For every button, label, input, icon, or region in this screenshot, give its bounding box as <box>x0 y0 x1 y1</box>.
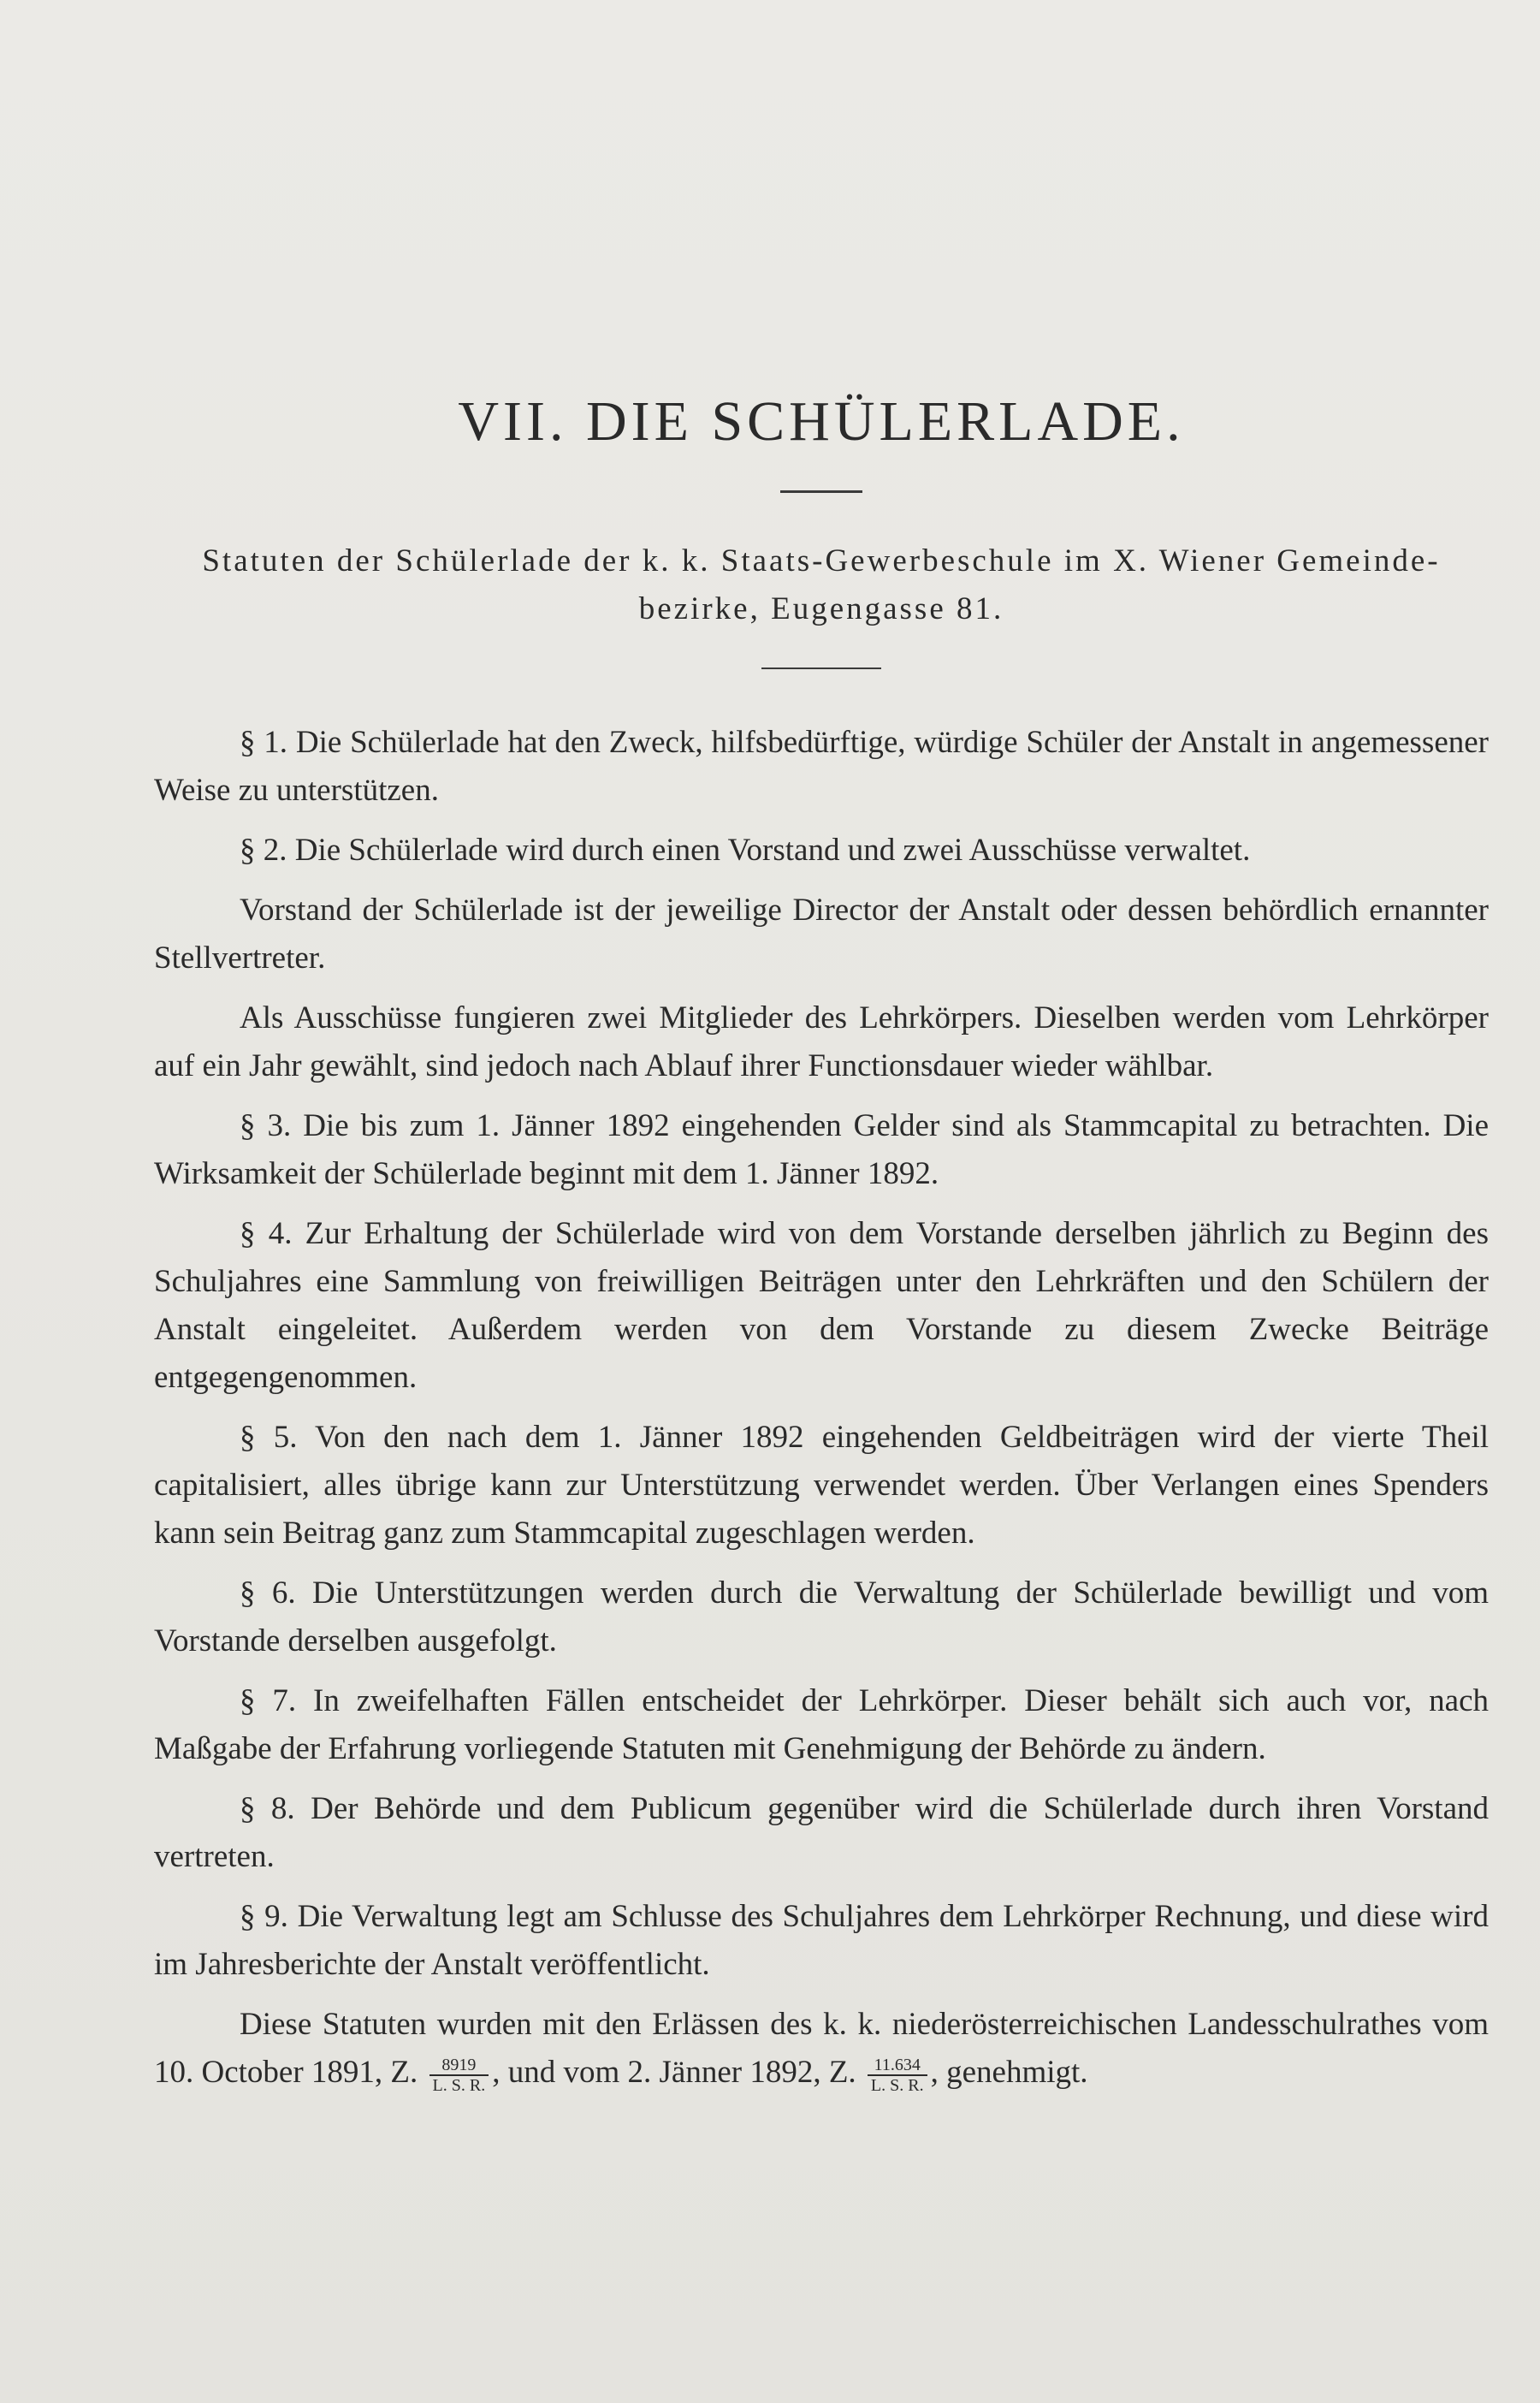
paragraph-1: § 1. Die Schülerlade hat den Zweck, hilfsbedürftige, würdige Schüler der Anstalt in angemessener Weise zu unterstützen. <box>154 725 1489 808</box>
statutes-heading-line-1: Statuten der Schülerlade der k. k. Staats-Gewerbeschule im X. Wiener Gemeinde- <box>202 543 1441 578</box>
paragraph-2: § 2. Die Schülerlade wird durch einen Vorstand und zwei Ausschüsse verwaltet. <box>240 833 1251 868</box>
paragraph-11: § 9. Die Verwaltung legt am Schlusse des Schuljahres dem Lehrkörper Rechnung, und diese wird im Jahresberichte der Anstalt veröffentlicht. <box>154 1899 1489 1982</box>
decree-number-2-denominator: L. S. R. <box>870 2075 924 2095</box>
chapter-title: VII. DIE SCHÜLERLADE. <box>458 390 1185 453</box>
decree-number-2 <box>868 2056 927 2095</box>
paragraph-10: § 8. Der Behörde und dem Publicum gegenüber wird die Schülerlade durch ihren Vorstand vertreten. <box>154 1791 1489 1874</box>
statutes-heading-line-2: bezirke, Eugengasse 81. <box>638 591 1004 626</box>
paragraph-7: § 5. Von den nach dem 1. Jänner 1892 eingehenden Geldbeiträgen wird der vierte Theil capitalisiert, alles übrige kann zur Unterstützung verwendet werden. Über Verlangen eines Spenders kann sein Beitrag ganz zum Stammcapital zugeschlagen werden. <box>154 1420 1489 1551</box>
heading-divider <box>761 668 881 669</box>
closing-paragraph <box>154 2001 1489 2097</box>
paragraph-6: § 4. Zur Erhaltung der Schülerlade wird von dem Vorstande derselben jährlich zu Beginn des Schuljahres eine Sammlung von freiwilligen Beiträgen unter den Lehrkräften und den Schülern der Anstalt eingeleitet. Außerdem werden von dem Vorstande zu diesem Zwecke Beiträge entgegengenommen. <box>154 1216 1489 1395</box>
paragraph-8: § 6. Die Unterstützungen werden durch die Verwaltung der Schülerlade bewilligt und vom Vorstande derselben ausgefolgt. <box>154 1575 1489 1658</box>
closing-text-1: Diese Statuten wurden mit den Erlässen des k. k. niederösterreichischen Landesschulrathes vom 10. October 1891, Z. <box>154 2007 1489 2090</box>
paragraph-4: Als Ausschüsse fungieren zwei Mitglieder des Lehrkörpers. Dieselben werden vom Lehrkörper auf ein Jahr gewählt, sind jedoch nach Ablauf ihrer Functionsdauer wieder wählbar. <box>154 1000 1489 1083</box>
paragraph-3: Vorstand der Schülerlade ist der jeweilige Director der Anstalt oder dessen behördlich ernannter Stellvertreter. <box>154 893 1489 976</box>
title-divider <box>780 490 862 493</box>
closing-text-3: , genehmigt. <box>930 2055 1088 2090</box>
page-content <box>154 389 1489 2109</box>
decree-number-2-numerator: 11.634 <box>868 2056 927 2076</box>
decree-number-1-numerator: 8919 <box>429 2056 489 2076</box>
paragraph-5: § 3. Die bis zum 1. Jänner 1892 eingehenden Gelder sind als Stammcapital zu betrachten. Die Wirksamkeit der Schülerlade beginnt mit dem 1. Jänner 1892. <box>154 1108 1489 1191</box>
paragraph-9: § 7. In zweifelhaften Fällen entscheidet der Lehrkörper. Dieser behält sich auch vor, nach Maßgabe der Erfahrung vorliegende Statuten mit Genehmigung der Behörde zu ändern. <box>154 1683 1489 1766</box>
decree-number-1 <box>429 2056 489 2095</box>
closing-text-2: , und vom 2. Jänner 1892, Z. <box>492 2055 856 2090</box>
decree-number-1-denominator: L. S. R. <box>432 2075 486 2095</box>
statutes-heading <box>154 537 1489 633</box>
